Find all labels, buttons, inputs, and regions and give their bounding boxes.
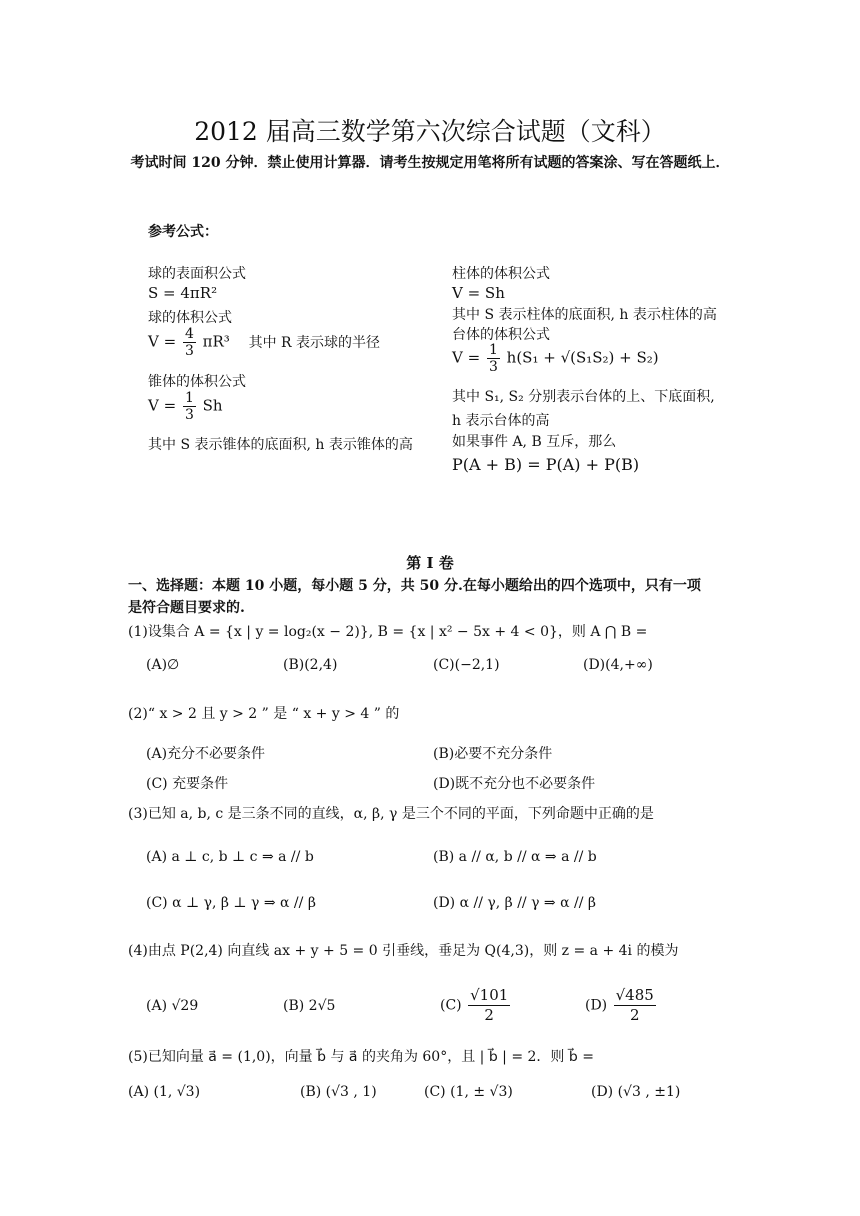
events-formula: P(A + B) = P(A) + P(B) [452, 455, 640, 474]
q2-option-d: (D)既不充分也不必要条件 [433, 776, 596, 792]
q2-option-c: (C) 充要条件 [146, 776, 229, 792]
q1-option-a: (A)∅ [146, 657, 180, 673]
part1-title: 第 Ⅰ 卷 [406, 554, 454, 572]
frustum-volume-formula [452, 342, 659, 375]
fraction-denominator: 3 [184, 407, 194, 423]
exam-instructions: 考试时间 120 分钟．禁止使用计算器．请考生按规定用笔将所有试题的答案涂、写在答题纸上． [130, 155, 730, 171]
q3-option-a: (A) a ⊥ c, b ⊥ c ⇒ a // b [146, 849, 314, 865]
fraction-numerator: 1 [488, 342, 498, 358]
sphere-volume-fraction [183, 326, 196, 359]
cone-volume-rhs: Sh [202, 396, 223, 415]
q4-option-c-fraction [468, 986, 510, 1025]
fraction-numerator: 1 [184, 390, 194, 406]
q1-option-d: (D)(4,+∞) [583, 657, 653, 673]
q2-option-b: (B)必要不充分条件 [433, 746, 553, 762]
sphere-volume-rhs: πR³ [202, 332, 230, 351]
q2-stem: (2)“ x > 2 且 y > 2 ” 是 “ x + y > 4 ” 的 [128, 706, 400, 722]
q1-option-b: (B)(2,4) [283, 657, 338, 673]
cone-volume-label: 锥体的体积公式 [148, 374, 246, 390]
q3-option-d: (D) α // γ, β // γ ⇒ α // β [433, 895, 596, 911]
q4-option-c [440, 986, 512, 1025]
q5-option-b: (B) (√3 , 1) [300, 1084, 377, 1100]
sphere-area-formula: S = 4πR² [148, 284, 218, 302]
frustum-volume-label: 台体的体积公式 [452, 327, 550, 343]
prism-volume-formula: V = Sh [452, 284, 505, 302]
q5-option-a: (A) (1, √3) [128, 1084, 201, 1100]
frustum-volume-fraction [487, 342, 500, 375]
q5-stem: (5)已知向量 a⃗ = (1,0)，向量 b⃗ 与 a⃗ 的夹角为 60°，且 | b⃗ | = 2．则 b⃗ = [128, 1049, 594, 1065]
frustum-volume-note1: 其中 S₁, S₂ 分别表示台体的上、下底面积, [452, 389, 715, 405]
q4-option-a: (A) √29 [146, 998, 199, 1014]
q3-stem: (3)已知 a, b, c 是三条不同的直线，α, β, γ 是三个不同的平面，下列命题中正确的是 [128, 806, 654, 822]
q4-option-d [585, 986, 658, 1025]
sphere-area-label: 球的表面积公式 [148, 266, 246, 282]
cone-volume-note: 其中 S 表示锥体的底面积, h 表示锥体的高 [148, 437, 413, 453]
formulas-heading: 参考公式： [148, 224, 218, 240]
fraction-numerator: √485 [615, 986, 654, 1004]
fraction-denominator: 3 [184, 343, 194, 359]
prism-volume-label: 柱体的体积公式 [452, 266, 550, 282]
page-title: 2012 届高三数学第六次综合试题（文科） [194, 117, 666, 146]
q5-option-c: (C) (1, ± √3) [424, 1084, 513, 1100]
fraction-numerator: 4 [184, 326, 194, 342]
frustum-volume-note2: h 表示台体的高 [452, 413, 550, 429]
fraction-denominator: 2 [629, 1006, 640, 1024]
q4-option-d-fraction [614, 986, 656, 1025]
sphere-volume-formula [148, 326, 380, 359]
prism-volume-note: 其中 S 表示柱体的底面积, h 表示柱体的高 [452, 307, 717, 323]
cone-volume-formula [148, 390, 223, 423]
sphere-volume-note: 其中 R 表示球的半径 [248, 334, 381, 351]
frustum-volume-rhs: h(S₁ + √(S₁S₂) + S₂) [506, 348, 659, 367]
q1-option-c: (C)(−2,1) [433, 657, 500, 673]
q4-option-b: (B) 2√5 [283, 998, 336, 1014]
cone-volume-lhs: V = [148, 396, 177, 415]
q4-option-d-label: (D) [585, 997, 608, 1014]
q4-stem: (4)由点 P(2,4) 向直线 ax + y + 5 = 0 引垂线，垂足为 Q(4,3)，则 z = a + 4i 的模为 [128, 943, 679, 959]
q3-option-c: (C) α ⊥ γ, β ⊥ γ ⇒ α // β [146, 895, 316, 911]
q2-option-a: (A)充分不必要条件 [146, 746, 266, 762]
sphere-volume-label: 球的体积公式 [148, 310, 232, 326]
fraction-numerator: √101 [470, 986, 509, 1004]
q1-stem: (1)设集合 A = {x | y = log₂(x − 2)}, B = {x | x² − 5x + 4 < 0}，则 A ⋂ B = [128, 624, 648, 640]
q4-option-c-label: (C) [440, 997, 462, 1014]
cone-volume-fraction [183, 390, 196, 423]
events-label: 如果事件 A, B 互斥，那么 [452, 434, 617, 450]
q3-option-b: (B) a // α, b // α ⇒ a // b [433, 849, 597, 865]
frustum-volume-lhs: V = [452, 348, 481, 367]
fraction-denominator: 3 [488, 359, 498, 375]
q5-option-d: (D) (√3 , ±1) [591, 1084, 681, 1100]
sphere-volume-lhs: V = [148, 332, 177, 351]
fraction-denominator: 2 [484, 1006, 494, 1024]
section-heading-line1: 一、选择题：本题 10 小题，每小题 5 分，共 50 分.在每小题给出的四个选项中，只有一项 [128, 578, 701, 594]
section-heading-line2: 是符合题目要求的. [128, 600, 245, 616]
